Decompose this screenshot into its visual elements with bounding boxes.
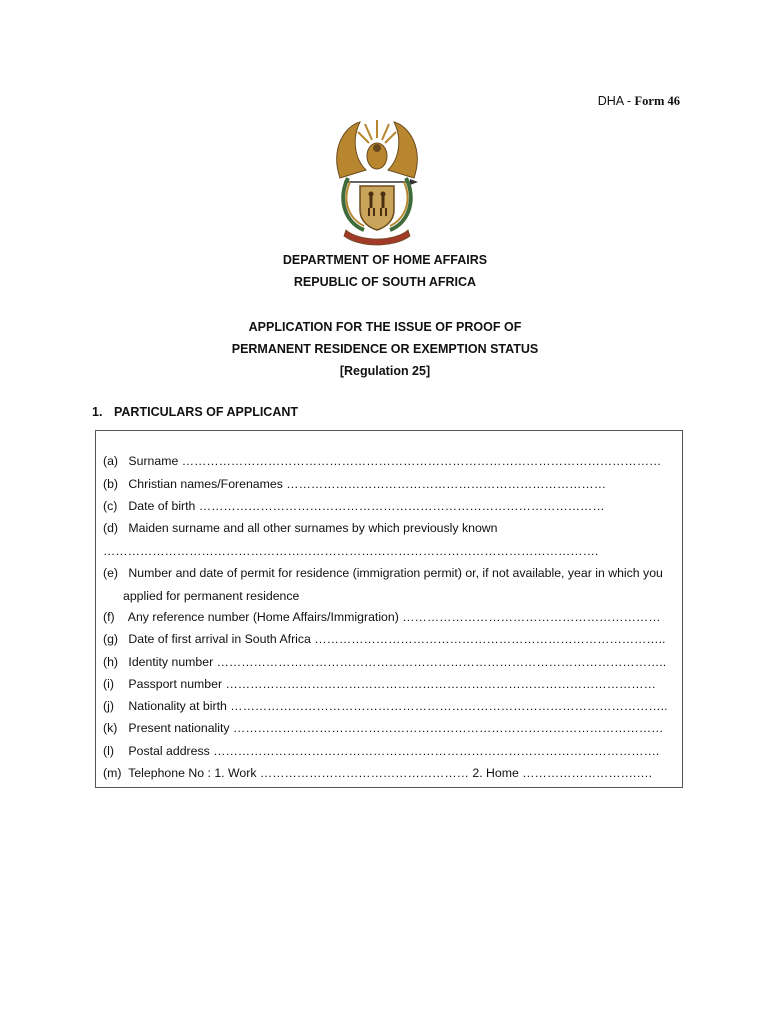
form-field-row [103, 476, 675, 492]
regulation-reference: [Regulation 25] [339, 364, 431, 378]
field-label-letter: (f) [103, 610, 115, 624]
field-label-letter: (e) [103, 566, 119, 580]
field-label-letter: (g) [103, 632, 119, 646]
field-label: Present nationality [125, 721, 234, 735]
fill-in-line[interactable]: ……………………………………………………………………………………………….. [216, 655, 667, 669]
field-label-letter: (a) [103, 454, 119, 468]
section-1-title [92, 405, 298, 419]
field-label: Surname [125, 454, 182, 468]
fill-in-line[interactable]: …………………………………………………………………………………………….. [230, 699, 668, 713]
field-label: Maiden surname and all other surnames by which previously known [125, 521, 498, 535]
field-label: Any reference number (Home Affairs/Immigration) [125, 610, 403, 624]
fill-in-line[interactable]: ………………………………………………………………………………………………. [213, 744, 660, 758]
fill-in-line[interactable]: ……………………………………………………………………………………………………… [181, 454, 662, 468]
form-field-row [103, 676, 675, 692]
fill-in-line[interactable]: ………………………………………………………………………….. [314, 632, 666, 646]
field-label: Telephone No : 1. Work [125, 766, 260, 780]
field-label: Passport number [125, 677, 226, 691]
form-field-row [103, 565, 675, 581]
department-name: DEPARTMENT OF HOME AFFAIRS [282, 253, 488, 267]
section-title-text: PARTICULARS OF APPLICANT [114, 405, 299, 419]
field-label-letter: (h) [103, 655, 119, 669]
section-number: 1. [92, 405, 103, 419]
fill-in-line[interactable]: …………………………………………………………………………………………………………. [103, 544, 599, 558]
application-heading [0, 316, 770, 382]
application-title-line1: APPLICATION FOR THE ISSUE OF PROOF OF [248, 320, 522, 334]
application-title-line2: PERMANENT RESIDENCE OR EXEMPTION STATUS [231, 342, 539, 356]
field-label-letter: (k) [103, 721, 118, 735]
fill-in-line[interactable]: ……………………………………………………………………………………… [198, 499, 605, 513]
fill-in-line[interactable]: …………………………………………… 2. Home ……………………….…. [259, 766, 653, 780]
south-africa-coat-of-arms-icon [330, 118, 424, 246]
field-label: Date of birth [125, 499, 199, 513]
field-label: Nationality at birth [125, 699, 231, 713]
form-field-row [103, 698, 675, 714]
field-label: Number and date of permit for residence (immigration permit) or, if not available, year in which you [125, 566, 663, 580]
field-label: applied for permanent residence [123, 589, 300, 603]
form-field-row [103, 631, 675, 647]
department-heading [0, 249, 770, 293]
fill-in-line[interactable]: …………………………………………………………………………………………… [225, 677, 656, 691]
field-label-letter: (l) [103, 744, 114, 758]
country-name: REPUBLIC OF SOUTH AFRICA [293, 275, 477, 289]
form-number: Form 46 [634, 94, 680, 108]
form-field-row [103, 743, 675, 759]
form-field-row [103, 588, 675, 604]
fill-in-line[interactable]: …………………………………………………………………… [286, 477, 607, 491]
field-label: Postal address [125, 744, 214, 758]
field-label: Date of first arrival in South Africa [125, 632, 315, 646]
field-label-letter: (m) [103, 766, 122, 780]
field-label-letter: (i) [103, 677, 114, 691]
field-label-letter: (b) [103, 477, 119, 491]
form-field-row [103, 720, 675, 736]
form-field-row [103, 520, 675, 536]
field-label: Identity number [125, 655, 217, 669]
field-label-letter: (c) [103, 499, 118, 513]
form-prefix: DHA - [597, 94, 635, 108]
form-field-row [103, 543, 675, 559]
form-field-row [103, 654, 675, 670]
form-field-row [103, 765, 675, 781]
fill-in-line[interactable]: ……………………………………………………… [402, 610, 661, 624]
fill-in-line[interactable]: …………………………………………………………………………………………… [233, 721, 664, 735]
form-field-row [103, 609, 675, 625]
form-identifier [598, 94, 680, 109]
field-label-letter: (j) [103, 699, 114, 713]
form-field-row [103, 453, 675, 469]
form-field-row [103, 498, 675, 514]
field-label-letter: (d) [103, 521, 119, 535]
field-label: Christian names/Forenames [125, 477, 287, 491]
